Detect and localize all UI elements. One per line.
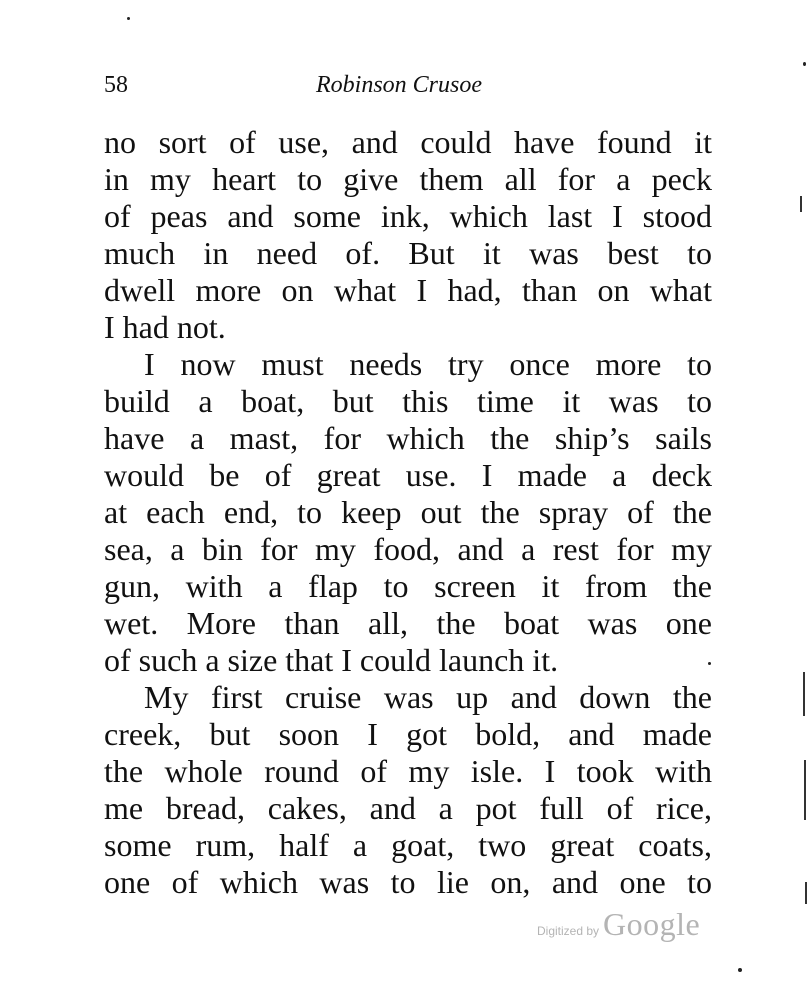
text-line: no sort of use, and could have found it bbox=[104, 124, 712, 160]
scan-edge-mark bbox=[803, 672, 805, 716]
text-line: My first cruise was up and down the bbox=[144, 679, 712, 715]
text-line: the whole round of my isle. I took with bbox=[104, 753, 712, 789]
text-line: me bread, cakes, and a pot full of rice, bbox=[104, 790, 712, 826]
text-line: of peas and some ink, which last I stood bbox=[104, 198, 712, 234]
text-line: sea, a bin for my food, and a rest for my bbox=[104, 531, 712, 567]
text-line: wet. More than all, the boat was one bbox=[104, 605, 712, 641]
digitization-watermark bbox=[537, 906, 700, 943]
text-line: of such a size that I could launch it. bbox=[104, 642, 559, 678]
text-line: build a boat, but this time it was to bbox=[104, 383, 712, 419]
text-line: I now must needs try once more to bbox=[144, 346, 712, 382]
watermark-prefix: Digitized by bbox=[537, 924, 600, 938]
scan-edge-mark bbox=[805, 882, 807, 904]
page-number: 58 bbox=[104, 72, 128, 98]
scan-edge-mark bbox=[804, 760, 806, 820]
text-line: one of which was to lie on, and one to bbox=[104, 864, 712, 900]
text-line: some rum, half a goat, two great coats, bbox=[104, 827, 712, 863]
running-title: Robinson Crusoe bbox=[316, 72, 483, 98]
body-text bbox=[104, 124, 712, 901]
scan-speck bbox=[708, 662, 711, 665]
running-head bbox=[104, 72, 714, 104]
scan-speck bbox=[738, 968, 742, 972]
text-line: would be of great use. I made a deck bbox=[104, 457, 712, 493]
watermark-brand: Google bbox=[603, 906, 701, 942]
text-line: creek, but soon I got bold, and made bbox=[104, 716, 712, 752]
text-line: I had not. bbox=[104, 309, 226, 345]
text-line: gun, with a flap to screen it from the bbox=[104, 568, 712, 604]
text-line: in my heart to give them all for a peck bbox=[104, 161, 712, 197]
scan-speck bbox=[127, 17, 130, 20]
scan-edge-mark bbox=[800, 196, 802, 212]
text-line: have a mast, for which the ship’s sails bbox=[104, 420, 712, 456]
text-line: much in need of. But it was best to bbox=[104, 235, 712, 271]
scan-speck bbox=[803, 62, 806, 66]
text-line: at each end, to keep out the spray of the bbox=[104, 494, 712, 530]
text-line: dwell more on what I had, than on what bbox=[104, 272, 712, 308]
